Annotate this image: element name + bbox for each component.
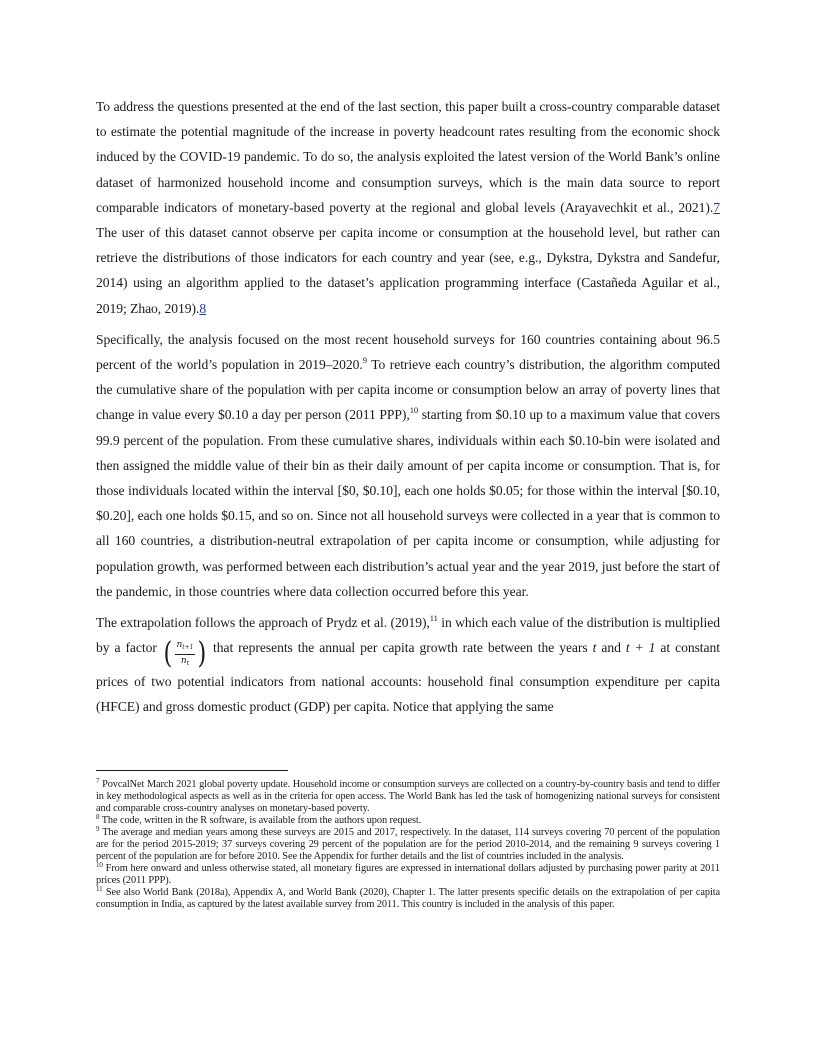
paragraph-2: [96, 327, 720, 604]
footnote-mark: 7: [96, 777, 100, 785]
footnote-mark: 10: [96, 861, 103, 869]
math-var-t-plus-1: t + 1: [625, 640, 656, 656]
footnote-mark: 9: [96, 825, 100, 833]
footnote-11: [96, 887, 720, 911]
footnote-text: PovcalNet March 2021 global poverty update. Household income or consumption surveys are collected on a country-by-country basis and tend to differ in key methodological aspects as well as in the criteria for open access. The World Bank has led the task of homogenizing national surveys for consistent and comparable cross-country analyses on monetary-based poverty.: [96, 779, 720, 814]
paragraph-3-text-a: The extrapolation follows the approach of Prydz et al. (2019),: [96, 615, 430, 631]
paragraph-3: [96, 610, 720, 720]
paragraph-1-text-b: The user of this dataset cannot observe per capita income or consumption at the household level, but rather can retrieve the distributions of those indicators for each country and year (see, e.g., Dykstra, Dykstra and Sandefur, 2014) using an algorithm applied to the dataset’s application programming interface (Castañeda Aguilar et al., 2019; Zhao, 2019).: [96, 225, 720, 316]
footnote-7: [96, 779, 720, 815]
growth-factor-fraction: ( $\frac{n_{t+1}}{n_t}$ ): [163, 636, 207, 672]
footnote-ref-11: 11: [429, 613, 438, 624]
footnotes: [96, 779, 720, 911]
footnote-link-8[interactable]: 8: [199, 300, 207, 316]
paragraph-2-text-b: To retrieve each country’s distribution, the algorithm computed the cumulative share of the population with per capita income or consumption below an array of poverty lines that change in value every $0.10 a day per person (2011 PPP),: [96, 357, 720, 423]
paragraph-3-text-c: that represents the annual per capita growth rate between the years: [208, 640, 593, 656]
footnote-8: [96, 815, 720, 827]
footnote-mark: 8: [96, 813, 100, 821]
footnote-link-7[interactable]: 7: [713, 199, 720, 215]
footnote-text: See also World Bank (2018a), Appendix A, and World Bank (2020), Chapter 1. The latter presents specific details on the extrapolation of per capita consumption in India, as captured by the latest available survey from 2011. This country is included in the analysis of this paper.: [96, 887, 720, 910]
paragraph-2-text-c: starting from $0.10 up to a maximum value that covers 99.9 percent of the population. From these cumulative shares, individuals within each $0.10-bin were isolated and then assigned the middle value of their bin as their daily amount of per capita income or consumption. That is, for those individuals located within the interval [$0, $0.10], each one holds $0.05; for those within the interval [$0.10, $0.20], each one holds $0.15, and so on. Since not all household surveys were collected in a year that is common to all 160 countries, a distribution-neutral extrapolation of per capita income or consumption, while adjusting for population growth, was performed between each distribution’s actual year and the year 2019, just before the start of the pandemic, in those countries where data collection occurred before this year.: [96, 407, 720, 599]
paragraph-3-text-b: in which each value of the distribution is multiplied by a factor: [96, 615, 720, 656]
footnote-ref-10: 10: [409, 405, 419, 416]
footnote-ref-9: 9: [362, 355, 367, 366]
math-var-t: t: [592, 640, 597, 656]
paragraph-3-text-d: and: [596, 640, 626, 656]
footnote-10: [96, 863, 720, 887]
footnote-text: The code, written in the R software, is available from the authors upon request.: [99, 815, 422, 826]
paragraph-1: [96, 94, 720, 321]
footnote-text: The average and median years among these surveys are 2015 and 2017, respectively. In the dataset, 114 surveys covering 70 percent of the population are for the period 2015-2019; 37 surveys covering 29 percent of the population are for the period 2010-2014, and the remaining 9 surveys covering 1 percent of the population are for before 2010. See the Appendix for further details and the list of countries included in the analysis.: [96, 827, 720, 862]
fraction-denominator: $n_t$: [180, 655, 189, 667]
paragraph-3-text-e: at constant prices of two potential indicators from national accounts: household final consumption expenditure per capita (HFCE) and gross domestic product (GDP) per capita. Notice that applying the same: [96, 640, 720, 715]
footnote-text: From here onward and unless otherwise stated, all monetary figures are expressed in international dollars adjusted by purchasing power parity at 2011 prices (2011 PPP).: [96, 863, 720, 886]
footnote-separator: [96, 770, 288, 771]
paragraph-2-text-a: Specifically, the analysis focused on the most recent household surveys for 160 countries containing about 96.5 percent of the world’s population in 2019–2020.: [96, 331, 720, 373]
footnote-9: [96, 827, 720, 863]
body-text: [96, 94, 720, 726]
footnote-mark: 11: [96, 885, 103, 893]
fraction-numerator: $n_{t+1}$: [175, 640, 196, 655]
paragraph-1-text-a: To address the questions presented at the end of the last section, this paper built a cross-country comparable dataset to estimate the potential magnitude of the increase in poverty headcount rates resulting from the economic shock induced by the COVID-19 pandemic. To do so, the analysis exploited the latest version of the World Bank’s online dataset of harmonized household income and consumption surveys, which is the main data source to report comparable indicators of monetary-based poverty at the regional and global levels (Arayavechkit et al., 2021).: [96, 99, 720, 215]
